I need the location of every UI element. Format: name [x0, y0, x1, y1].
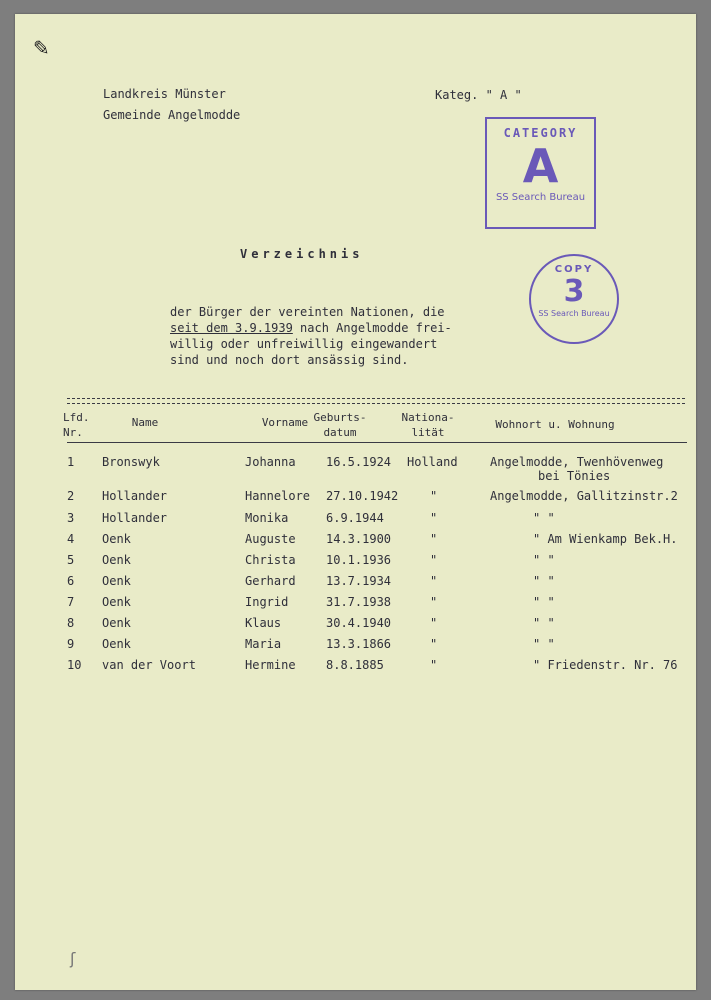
cell-vorname: Johanna — [245, 455, 296, 469]
cell-wohnort: " " — [533, 574, 555, 588]
cell-name: Oenk — [102, 637, 131, 651]
cell-wohnort: " " — [533, 595, 555, 609]
table-top-rule-1 — [67, 398, 685, 399]
cell-vorname: Christa — [245, 553, 296, 567]
cell-name: Hollander — [102, 511, 168, 525]
cell-nat: " — [430, 489, 438, 503]
intro-line-3: willig oder unfreiwillig eingewandert — [170, 337, 438, 351]
cell-nat: " — [430, 595, 438, 609]
cell-nr: 4 — [67, 532, 75, 546]
intro-line-2-rest: nach Angelmodde frei- — [292, 321, 452, 335]
table-top-rule-2 — [67, 403, 685, 404]
district-label: Landkreis Münster — [103, 87, 226, 101]
cell-datum: 16.5.1924 — [326, 455, 392, 469]
intro-line-2 — [170, 320, 452, 336]
cell-nat: Holland — [407, 455, 458, 469]
intro-line-4: sind und noch dort ansässig sind. — [170, 353, 409, 367]
category-stamp-bottom: SS Search Bureau — [495, 192, 586, 203]
pencil-mark-icon: ʃ — [70, 949, 76, 968]
cell-vorname: Monika — [245, 511, 289, 525]
cell-datum: 27.10.1942 — [326, 489, 399, 503]
cell-vorname: Hannelore — [245, 489, 311, 503]
cell-nr: 2 — [67, 489, 75, 503]
cell-nr: 1 — [67, 455, 75, 469]
community-label: Gemeinde Angelmodde — [103, 108, 241, 122]
cell-vorname: Klaus — [245, 616, 282, 630]
cell-nat: " — [430, 532, 438, 546]
intro-line-1: der Bürger der vereinten Nationen, die — [170, 305, 445, 319]
cell-nr: 10 — [67, 658, 82, 672]
cell-name: Oenk — [102, 616, 131, 630]
cell-datum: 31.7.1938 — [326, 595, 392, 609]
cell-name: Hollander — [102, 489, 168, 503]
cell-datum: 8.8.1885 — [326, 658, 384, 672]
document-page — [15, 14, 696, 990]
copy-stamp-number: 3 — [563, 274, 585, 309]
category-label: Kateg. " A " — [435, 88, 522, 102]
header-left — [103, 84, 240, 126]
intro-date-underlined: seit dem 3.9.1939 — [170, 321, 293, 335]
cell-nr: 8 — [67, 616, 75, 630]
cell-datum: 6.9.1944 — [326, 511, 384, 525]
category-stamp — [485, 117, 596, 229]
cell-nat: " — [430, 658, 438, 672]
copy-stamp-bottom: SS Search Bureau — [538, 309, 610, 318]
col-geburtsdatum: Geburts- datum — [313, 411, 367, 439]
cell-vorname: Maria — [245, 637, 282, 651]
cell-vorname: Hermine — [245, 658, 296, 672]
document-title: Verzeichnis — [240, 247, 364, 261]
cell-nr: 9 — [67, 637, 75, 651]
intro-text — [170, 304, 452, 368]
cell-nr: 5 — [67, 553, 75, 567]
cell-vorname: Ingrid — [245, 595, 289, 609]
cell-wohnort: " Friedenstr. Nr. 76 — [533, 658, 678, 672]
cell-nat: " — [430, 637, 438, 651]
cell-datum: 14.3.1900 — [326, 532, 392, 546]
cell-name: Oenk — [102, 574, 131, 588]
cell-nr: 7 — [67, 595, 75, 609]
cell-datum: 13.7.1934 — [326, 574, 392, 588]
cell-nat: " — [430, 553, 438, 567]
col-vorname: Vorname — [261, 416, 309, 429]
cell-datum: 10.1.1936 — [326, 553, 392, 567]
cell-vorname: Gerhard — [245, 574, 296, 588]
copy-stamp — [529, 254, 619, 344]
cell-name: Oenk — [102, 595, 131, 609]
cell-wohnort: " " — [533, 616, 555, 630]
category-stamp-top: CATEGORY — [503, 126, 578, 140]
copy-stamp-top: COPY — [554, 264, 594, 275]
col-nationalitaet: Nationa- lität — [401, 411, 455, 439]
cell-wohnort-line2: bei Tönies — [538, 469, 611, 483]
cell-nat: " — [430, 616, 438, 630]
cell-wohnort: " " — [533, 637, 555, 651]
col-wohnort: Wohnort u. Wohnung — [495, 418, 615, 431]
cell-nat: " — [430, 574, 438, 588]
cell-vorname: Auguste — [245, 532, 296, 546]
cell-nr: 3 — [67, 511, 75, 525]
cell-nat: " — [430, 511, 438, 525]
category-stamp-letter: A — [522, 139, 559, 193]
table-header-rule — [67, 442, 687, 443]
cell-name: Bronswyk — [102, 455, 160, 469]
cell-datum: 30.4.1940 — [326, 616, 392, 630]
cell-name: van der Voort — [102, 658, 196, 672]
cell-datum: 13.3.1866 — [326, 637, 392, 651]
cell-name: Oenk — [102, 553, 131, 567]
col-nr: Lfd. Nr. — [63, 411, 90, 439]
cell-wohnort: " Am Wienkamp Bek.H. — [533, 532, 678, 546]
col-name: Name — [131, 416, 159, 429]
cell-nr: 6 — [67, 574, 75, 588]
cell-wohnort: Angelmodde, Gallitzinstr.2 — [490, 489, 678, 503]
hole-punch-mark-icon: ✎ — [33, 36, 50, 60]
cell-wohnort: " " — [533, 511, 555, 525]
cell-wohnort: Angelmodde, Twenhövenweg — [490, 455, 664, 469]
cell-wohnort: " " — [533, 553, 555, 567]
cell-name: Oenk — [102, 532, 131, 546]
